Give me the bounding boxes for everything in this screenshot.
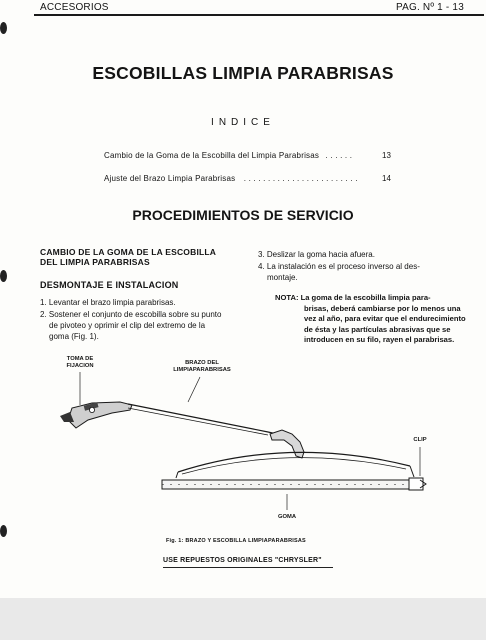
toc-entry-2-page: 14 [382,174,391,183]
step-2-line2: de pivoteo y oprimir el clip del extremo de la [49,321,206,330]
note-line5: introducen en su filo, rayen el parabrisas. [304,335,455,344]
section-heading-line2: DEL LIMPIA PARABRISAS [40,257,150,267]
subheading: DESMONTAJE E INSTALACION [40,280,179,290]
toc-entry-1-page: 13 [382,151,391,160]
header-page: PAG. Nº 1 - 13 [396,2,464,13]
note-line3: vez al año, para evitar que el endurecimiento [304,314,466,323]
step-2-line1: 2. Sostener el conjunto de escobilla sobre su punto [40,310,222,319]
note-line1: NOTA: La goma de la escobilla limpia para- [275,293,431,302]
label-brazo-line2: LIMPIAPARABRISAS [173,367,231,373]
toc-entry-1-text: Cambio de la Goma de la Escobilla del Limpia Parabrisas [104,151,320,160]
toc-entry-2-text: Ajuste del Brazo Limpia Parabrisas [104,174,236,183]
wiper-rubber-goma [162,478,426,490]
label-toma-fijacion-line2: FIJACION [66,363,94,369]
note-line2: brisas, deberá cambiarse por lo menos una [304,303,461,313]
toc-entry-2-leader: . . . . . . . . . . . . . . . . . . . . . . . . [243,174,358,183]
header-section: ACCESORIOS [40,2,109,13]
wiper-blade-frame [176,452,414,478]
label-brazo-line1: BRAZO DEL [185,360,219,366]
footer-note: USE REPUESTOS ORIGINALES "CHRYSLER" [163,557,322,564]
step-1: 1. Levantar el brazo limpia parabrisas. [40,298,176,307]
page-title: ESCOBILLAS LIMPIA PARABRISAS [92,63,394,83]
figure-caption: Fig. 1: BRAZO Y ESCOBILLA LIMPIAPARABRISAS [166,538,306,544]
procedures-title: PROCEDIMIENTOS DE SERVICIO [132,207,354,223]
footer-underline [163,567,333,568]
index-heading: INDICE [211,117,275,128]
step-4-line2: montaje. [267,273,298,282]
label-toma-fijacion-line1: TOMA DE [66,356,94,362]
label-goma: GOMA [277,514,297,520]
wiper-arm [60,402,304,458]
step-3: 3. Deslizar la goma hacia afuera. [258,250,375,259]
toc-entry-1-leader: . . . . . . [325,151,353,160]
label-clip: CLIP [413,437,427,443]
section-heading-line1: CAMBIO DE LA GOMA DE LA ESCOBILLA [40,247,217,257]
step-4-line1: 4. La instalación es el proceso inverso al des- [258,262,420,271]
note-line4: de ésta y las partículas abrasivas que se [304,324,451,334]
step-2-line3: goma (Fig. 1). [49,332,99,341]
